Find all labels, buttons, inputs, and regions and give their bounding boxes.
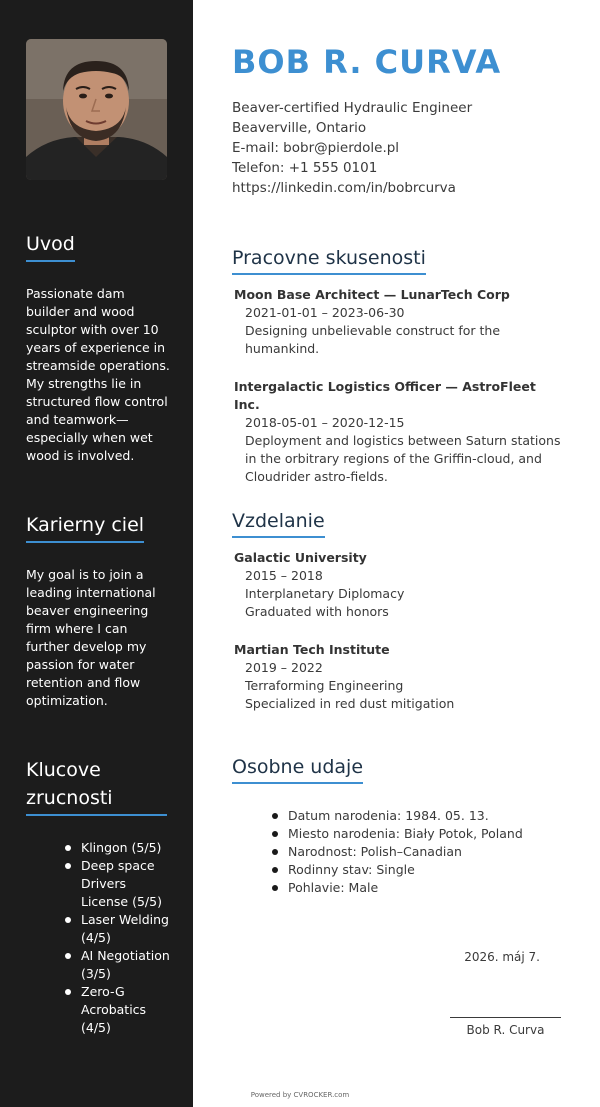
education-school: Martian Tech Institute — [234, 642, 390, 657]
skill-item: Laser Welding (4/5) — [26, 911, 171, 947]
education-field: Terraforming Engineering — [245, 678, 404, 693]
career-goal-text: My goal is to join a leading international beaver engineering firm where I can further develop my passion for water retention and flow optimization. — [26, 567, 156, 708]
skill-item: AI Negotiation (3/5) — [26, 947, 171, 983]
personal-info-item: Miesto narodenia: Biały Potok, Poland — [271, 825, 523, 843]
education-entry — [234, 641, 564, 713]
sidebar — [0, 0, 193, 1107]
skills-list — [26, 839, 171, 1037]
job-title: Beaver-certified Hydraulic Engineer — [232, 100, 473, 116]
skill-item: Deep space Drivers License (5/5) — [26, 857, 171, 911]
intro-heading: Uvod — [26, 230, 75, 262]
signature-line — [450, 1017, 561, 1018]
contact-block — [232, 98, 472, 198]
intro-text: Passionate dam builder and wood sculptor with over 10 years of experience in streamside operations. My strengths lie in structured flow control and teamwork—especially when wet wood is involved. — [26, 286, 170, 463]
signature-name: Bob R. Curva — [466, 1023, 545, 1037]
email: E-mail: bobr@pierdole.pl — [232, 140, 400, 156]
experience-title: Intergalactic Logistics Officer — AstroFleet Inc. — [234, 379, 536, 412]
education-entry — [234, 549, 564, 621]
location: Beaverville, Ontario — [232, 120, 367, 136]
experience-entry — [234, 378, 564, 486]
candidate-name: BOB R. CURVA — [232, 43, 502, 81]
education-field: Interplanetary Diplomacy — [245, 586, 405, 601]
skill-item: Zero-G Acrobatics (4/5) — [26, 983, 171, 1037]
education-heading: Vzdelanie — [232, 507, 325, 538]
personal-info-list — [271, 807, 523, 897]
education-dates: 2015 – 2018 — [245, 568, 323, 583]
personal-info-item: Narodnost: Polish–Canadian — [271, 843, 523, 861]
experience-entry — [234, 286, 564, 358]
education-note: Graduated with honors — [245, 604, 389, 619]
experience-heading: Pracovne skusenosti — [232, 244, 426, 275]
experience-dates: 2021-01-01 – 2023-06-30 — [245, 305, 405, 320]
personal-info-item: Pohlavie: Male — [271, 879, 523, 897]
skill-item: Klingon (5/5) — [26, 839, 171, 857]
career-goal-heading: Karierny ciel — [26, 511, 144, 543]
education-school: Galactic University — [234, 550, 367, 565]
experience-description: Deployment and logistics between Saturn stations in the orbitrary regions of the Griffin-cloud, and Cloudrider astro-fields. — [245, 433, 561, 484]
experience-description: Designing unbelievable construct for the humankind. — [245, 323, 501, 356]
document-date: 2026. máj 7. — [464, 950, 540, 964]
education-dates: 2019 – 2022 — [245, 660, 323, 675]
personal-info-item: Datum narodenia: 1984. 05. 13. — [271, 807, 523, 825]
experience-dates: 2018-05-01 – 2020-12-15 — [245, 415, 405, 430]
phone: Telefon: +1 555 0101 — [232, 160, 378, 176]
personal-info-heading: Osobne udaje — [232, 753, 363, 784]
personal-info-item: Rodinny stav: Single — [271, 861, 523, 879]
education-note: Specialized in red dust mitigation — [245, 696, 455, 711]
footer-credit: Powered by CVROCKER.com — [250, 1091, 350, 1099]
profile-photo — [26, 39, 167, 180]
experience-title: Moon Base Architect — LunarTech Corp — [234, 287, 510, 302]
linkedin-url: https://linkedin.com/in/bobrcurva — [232, 180, 456, 196]
skills-heading: Klucove zrucnosti — [26, 756, 167, 816]
